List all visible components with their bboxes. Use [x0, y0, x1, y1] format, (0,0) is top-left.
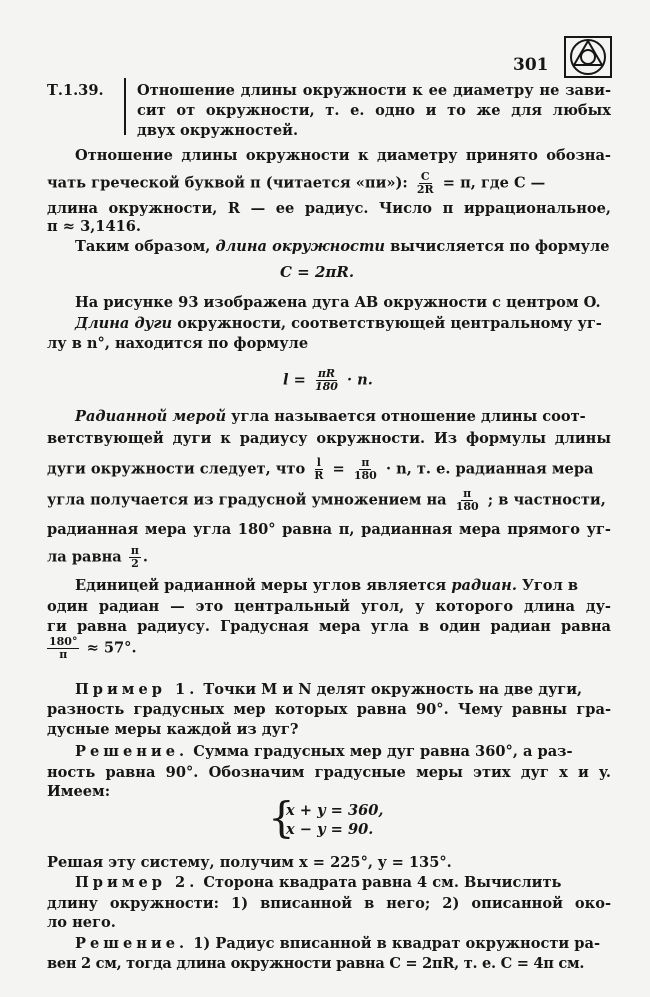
- solution-1-line-3: Имеем:: [47, 783, 111, 800]
- circle-in-triangle-in-circle-icon: [564, 36, 612, 78]
- solution-2-line-1: Решение. 1) Радиус вписанной в квадрат окружности ра-: [75, 935, 601, 952]
- p6-line-1: Единицей радианной меры углов является радиан. Угол в: [75, 577, 579, 594]
- p5-line-3: дуги окружности следует, что $\frac{l}{R}$ = $\frac{\pi}{180}$ · n, т. е. радианная мера: [47, 456, 594, 482]
- p6-line-2: один радиан — это центральный угол, у которого длина ду-: [47, 598, 611, 615]
- theorem-line-1: Отношение длины окружности к ее диаметру не зави-: [137, 82, 611, 99]
- p1-line-1: Отношение длины окружности к диаметру принято обозна-: [75, 147, 611, 164]
- p5-line-4: угла получается из градусной умножением на $\frac{\pi}{180}$ ; в частности,: [47, 487, 606, 513]
- example-2-line-1: Пример 2. Сторона квадрата равна 4 см. Вычислить: [75, 874, 562, 891]
- p1-line-4: π ≈ 3,1416.: [47, 218, 142, 235]
- solution-1-result: Решая эту систему, получим x = 225°, y = 135°.: [47, 854, 452, 871]
- system-equation-1: x + y = 360,: [286, 802, 384, 819]
- p1-line-2: чать греческой буквой π (читается «пи»): $\frac{C}{2R}$ = π, где C —: [47, 170, 546, 196]
- example-1-line-1: Пример 1. Точки M и N делят окружность на две дуги,: [75, 681, 583, 698]
- theorem-label: Т.1.39.: [47, 82, 104, 99]
- p6-line-3: ги равна радиусу. Градусная мера угла в один радиан равна: [47, 618, 611, 635]
- solution-2-line-2: вен 2 см, тогда длина окружности равна C = 2πR, т. е. C = 4π см.: [47, 955, 585, 972]
- p3-line: На рисунке 93 изображена дуга AB окружности с центром O.: [75, 294, 601, 311]
- example-1-line-2: разность градусных мер которых равна 90°. Чему равны гра-: [47, 701, 611, 718]
- theorem-line-2: сит от окружности, т. е. одно и то же для любых: [137, 102, 611, 119]
- p4-line-1: Длина дуги окружности, соответствующей центральному уг-: [75, 315, 602, 332]
- formula-arc-length: l = $\frac{\pi R}{180}$ · n.: [283, 367, 373, 393]
- p5-line-5: радианная мера угла 180° равна π, радианная мера прямого уг-: [47, 521, 611, 538]
- p6-line-4: $\frac{180^\circ}{\pi}$ ≈ 57°.: [49, 635, 137, 661]
- p2-line: Таким образом, длина окружности вычисляется по формуле: [75, 238, 610, 255]
- p5-line-1: Радианной мерой угла называется отношение длины соот-: [75, 408, 586, 425]
- theorem-bar: [124, 78, 126, 135]
- fraction-c-over-2r: $\frac{C}{2R}$: [416, 170, 434, 196]
- page-number: 301: [513, 55, 549, 75]
- example-1-line-3: дусные меры каждой из дуг?: [47, 721, 299, 738]
- system-brace: {: [268, 793, 295, 842]
- example-2-line-3: ло него.: [47, 914, 116, 931]
- example-2-line-2: длину окружности: 1) вписанной в него; 2) описанной око-: [47, 895, 611, 912]
- system-equation-2: x − y = 90.: [286, 821, 374, 838]
- solution-1-line-2: ность равна 90°. Обозначим градусные меры этих дуг x и y.: [47, 764, 611, 781]
- p5-line-6: ла равна $\frac{\pi}{2}$ .: [47, 544, 149, 570]
- p1-line-3: длина окружности, R — ее радиус. Число π иррациональное,: [47, 200, 611, 217]
- p5-line-2: ветствующей дуги к радиусу окружности. Из формулы длины: [47, 430, 611, 447]
- theorem-line-3: двух окружностей.: [137, 122, 299, 139]
- formula-circumference: C = 2πR.: [280, 263, 355, 281]
- solution-1-line-1: Решение. Сумма градусных мер дуг равна 360°, а раз-: [75, 743, 573, 760]
- p4-line-2: лу в n°, находится по формуле: [47, 335, 309, 352]
